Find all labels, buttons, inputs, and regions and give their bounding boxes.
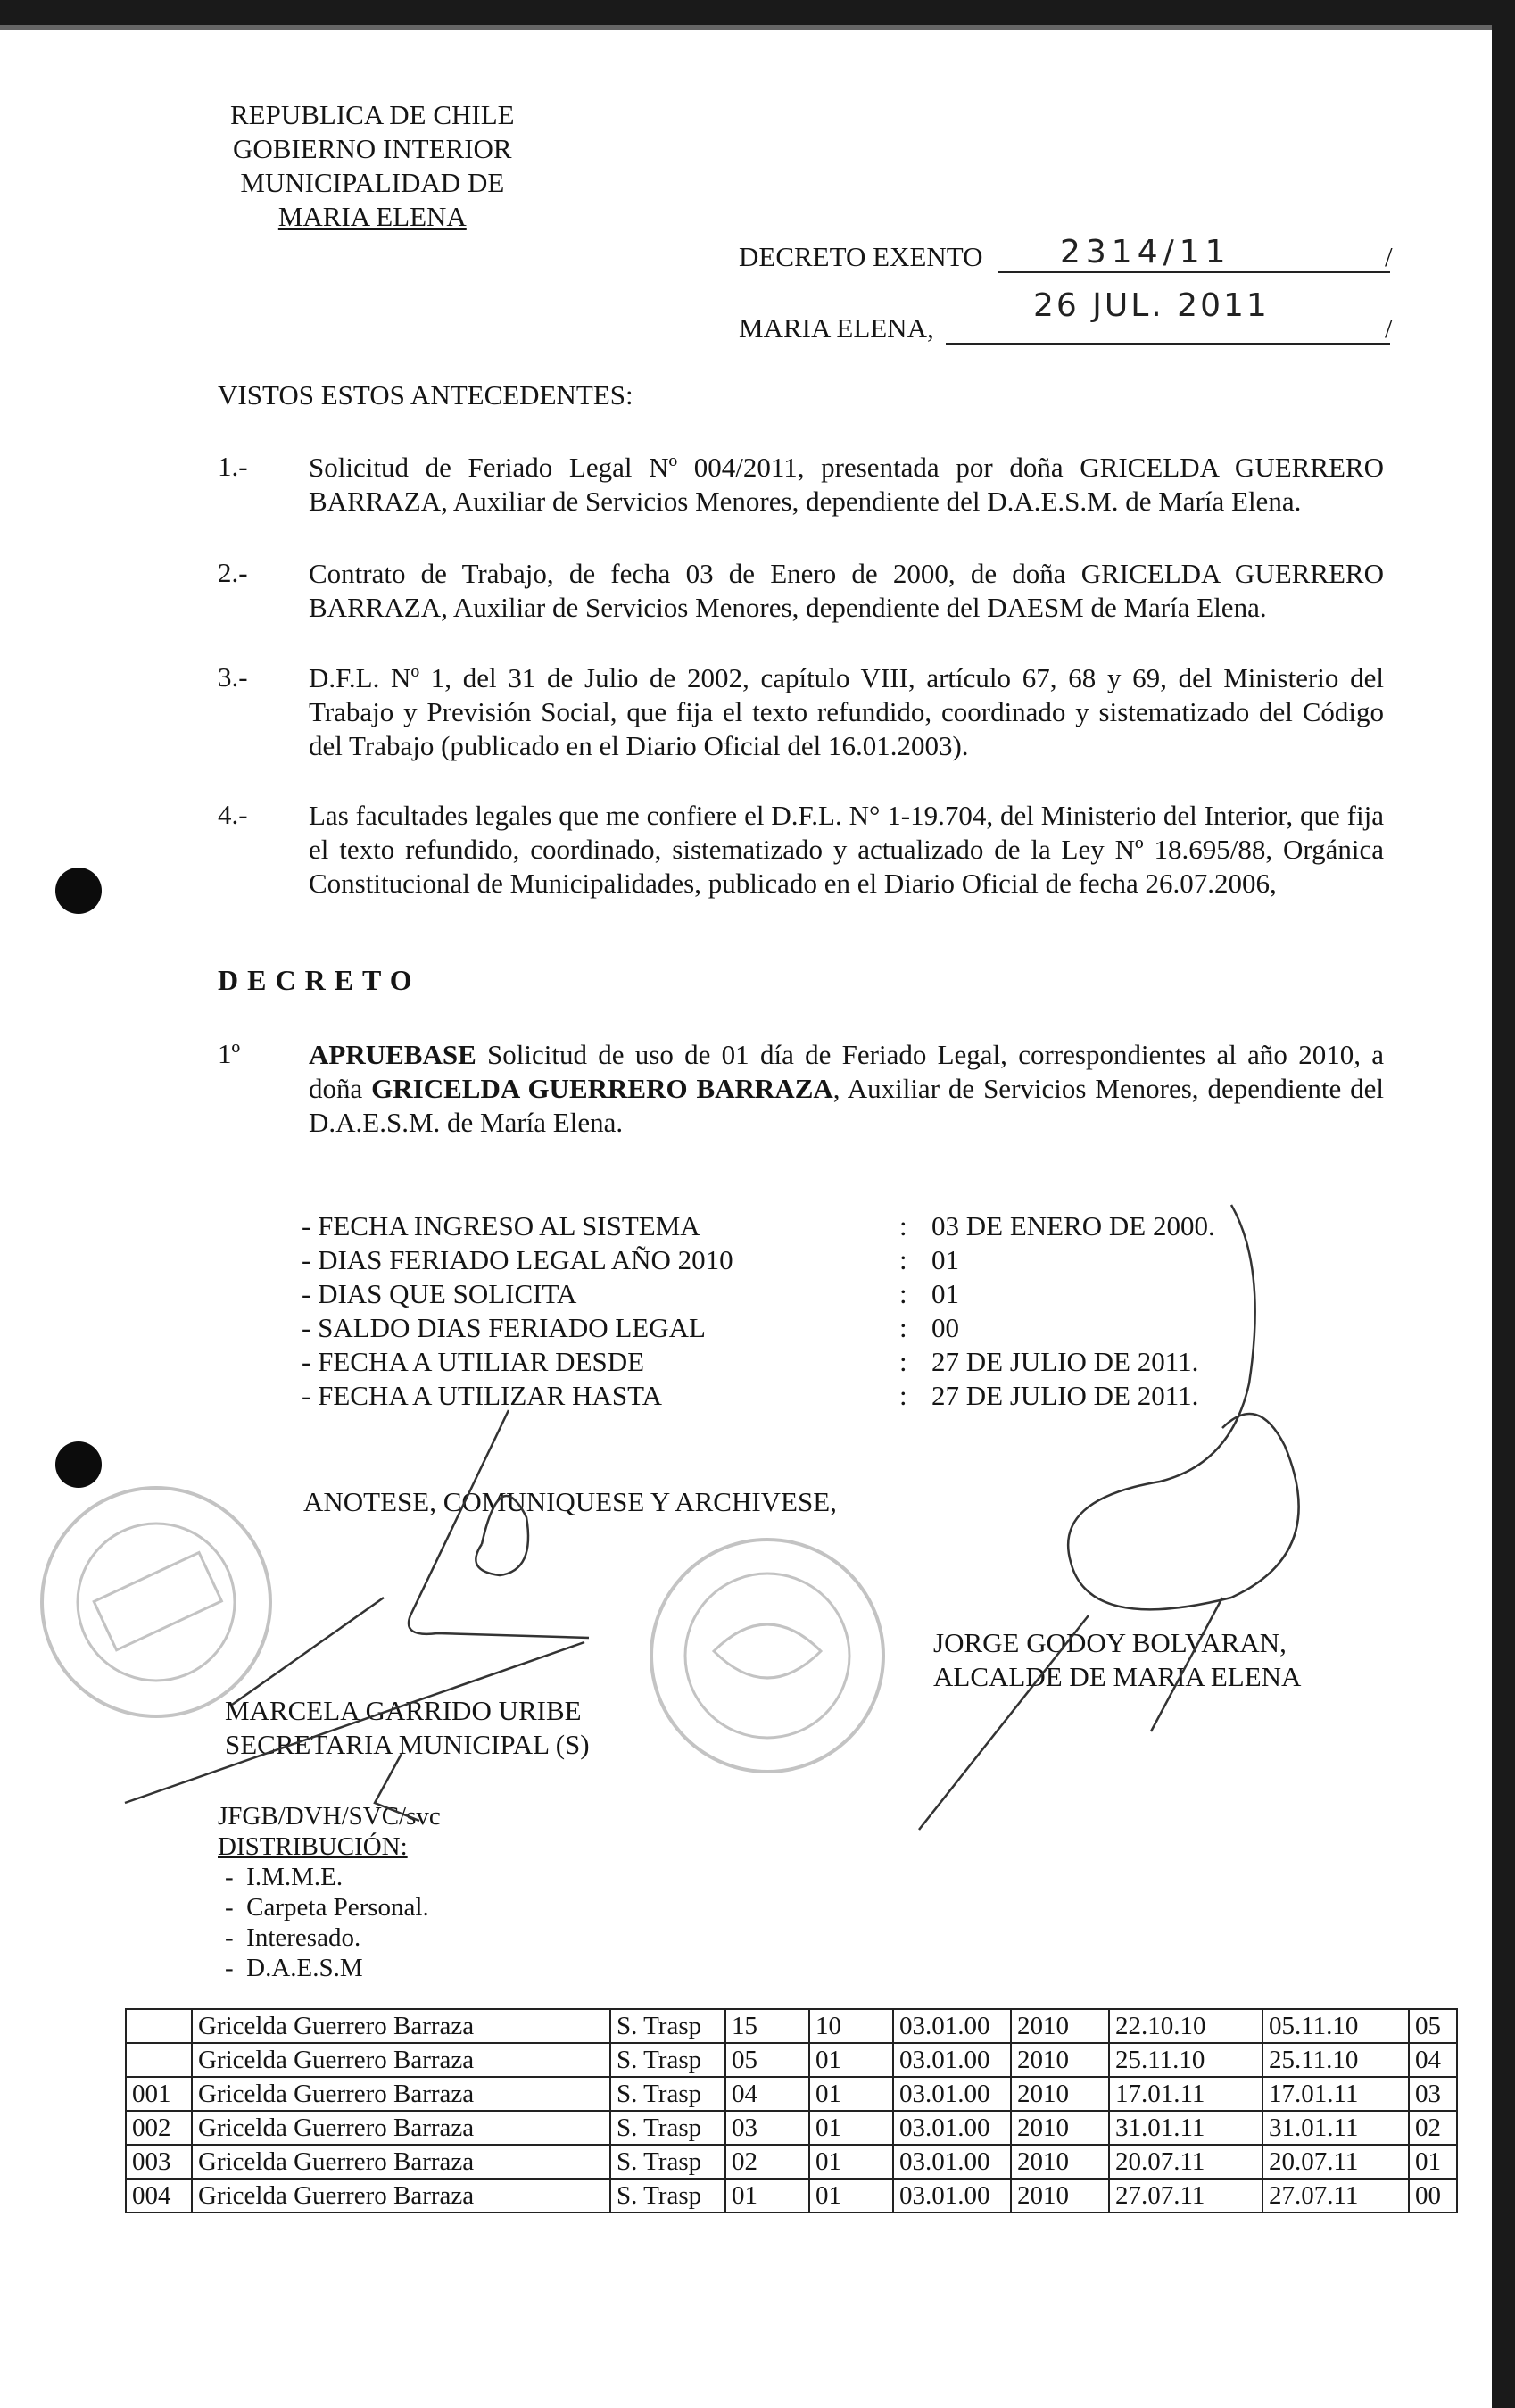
- detail-label: - DIAS FERIADO LEGAL AÑO 2010: [302, 1244, 733, 1275]
- distribution-item: - Carpeta Personal.: [225, 1892, 441, 1922]
- municipal-seal-center: [651, 1540, 883, 1772]
- letterhead-line-2: GOBIERNO INTERIOR: [233, 133, 512, 164]
- table-cell: S. Trasp: [610, 2179, 725, 2213]
- decree-date-stamp: 26 JUL. 2011: [1033, 287, 1270, 324]
- detail-value: 01: [931, 1244, 959, 1275]
- table-cell: 00: [1409, 2179, 1457, 2213]
- table-cell: 20.07.11: [1262, 2145, 1409, 2179]
- vistos-title: VISTOS ESTOS ANTECEDENTES:: [218, 379, 633, 411]
- table-cell: Gricelda Guerrero Barraza: [192, 2179, 610, 2213]
- table-cell: 03: [725, 2111, 809, 2145]
- decree-number-stamp: 2314/11: [1060, 234, 1231, 270]
- table-cell: 2010: [1011, 2179, 1109, 2213]
- table-cell: 01: [809, 2111, 893, 2145]
- table-cell: 01: [809, 2179, 893, 2213]
- table-cell: 15: [725, 2009, 809, 2043]
- visto-4-number: 4.-: [218, 799, 248, 830]
- table-cell: 2010: [1011, 2043, 1109, 2077]
- table-cell: 03.01.00: [893, 2111, 1011, 2145]
- decree-place-label: MARIA ELENA,: [739, 312, 934, 344]
- table-cell: S. Trasp: [610, 2077, 725, 2111]
- decree-label: DECRETO EXENTO: [739, 241, 983, 272]
- letterhead-line-1: REPUBLICA DE CHILE: [230, 99, 515, 130]
- table-cell: 003: [126, 2145, 192, 2179]
- table-cell: 05: [1409, 2009, 1457, 2043]
- table-cell: 05.11.10: [1262, 2009, 1409, 2043]
- table-cell: 2010: [1011, 2077, 1109, 2111]
- table-cell: 01: [809, 2145, 893, 2179]
- detail-label: - FECHA A UTILIZAR HASTA: [302, 1380, 662, 1411]
- table-cell: 004: [126, 2179, 192, 2213]
- closing-formula: ANOTESE, COMUNIQUESE Y ARCHIVESE,: [303, 1486, 837, 1517]
- table-cell: Gricelda Guerrero Barraza: [192, 2111, 610, 2145]
- table-cell: Gricelda Guerrero Barraza: [192, 2043, 610, 2077]
- decree-date-slash: /: [1385, 312, 1393, 344]
- table-cell: Gricelda Guerrero Barraza: [192, 2009, 610, 2043]
- visto-1-number: 1.-: [218, 451, 248, 482]
- table-cell: 10: [809, 2009, 893, 2043]
- secretary-title: SECRETARIA MUNICIPAL (S): [225, 1729, 590, 1760]
- table-cell: 04: [725, 2077, 809, 2111]
- table-cell: Gricelda Guerrero Barraza: [192, 2077, 610, 2111]
- table-cell: S. Trasp: [610, 2145, 725, 2179]
- resolution-verb: APRUEBASE: [309, 1039, 476, 1070]
- distribution-item: - Interesado.: [225, 1922, 441, 1953]
- table-cell: 25.11.10: [1262, 2043, 1409, 2077]
- table-cell: S. Trasp: [610, 2111, 725, 2145]
- table-cell: 02: [725, 2145, 809, 2179]
- table-cell: 2010: [1011, 2111, 1109, 2145]
- table-cell: 17.01.11: [1262, 2077, 1409, 2111]
- table-cell: 17.01.11: [1109, 2077, 1262, 2111]
- detail-label: - SALDO DIAS FERIADO LEGAL: [302, 1312, 706, 1343]
- detail-row: - SALDO DIAS FERIADO LEGAL : 00: [302, 1312, 959, 1343]
- detail-label: - DIAS QUE SOLICITA: [302, 1278, 577, 1309]
- distribution-title: DISTRIBUCIÓN:: [218, 1832, 408, 1861]
- table-cell: 27.07.11: [1109, 2179, 1262, 2213]
- table-cell: 01: [725, 2179, 809, 2213]
- visto-3-text: D.F.L. Nº 1, del 31 de Julio de 2002, capítulo VIII, artículo 67, 68 y 69, del Ministerio del Trabajo y Previsión Social, que fija el texto refundido, coordinado y sistematizado del Código del Trabajo (publicado en el Diario Oficial del 16.01.2003).: [309, 662, 1384, 761]
- visto-4-text: Las facultades legales que me confiere el D.F.L. N° 1-19.704, del Ministerio del Interior, que fija el texto refundido, coordinado, sistematizado y actualizado de la Ley Nº 18.695/88, Orgánica Constitucional de Municipalidades, publicado en el Diario Oficial de fecha 26.07.2006,: [309, 800, 1384, 899]
- table-cell: 04: [1409, 2043, 1457, 2077]
- table-cell: 01: [809, 2043, 893, 2077]
- distribution-item: - I.M.M.E.: [225, 1862, 441, 1892]
- detail-value: 00: [931, 1312, 959, 1343]
- secretary-name: MARCELA GARRIDO URIBE: [225, 1695, 582, 1726]
- table-cell: 02: [1409, 2111, 1457, 2145]
- visto-1-text: Solicitud de Feriado Legal Nº 004/2011, presentada por doña GRICELDA GUERRERO BARRAZA, Auxiliar de Servicios Menores, dependiente del D.A.E.S.M. de María Elena.: [309, 452, 1384, 517]
- table-cell: 03: [1409, 2077, 1457, 2111]
- table-cell: Gricelda Guerrero Barraza: [192, 2145, 610, 2179]
- decreto-title: DECRETO: [218, 964, 421, 996]
- table-cell: 03.01.00: [893, 2179, 1011, 2213]
- table-cell: 31.01.11: [1109, 2111, 1262, 2145]
- table-cell: 03.01.00: [893, 2043, 1011, 2077]
- table-cell: 03.01.00: [893, 2145, 1011, 2179]
- table-cell: 002: [126, 2111, 192, 2145]
- detail-row: - DIAS QUE SOLICITA : 01: [302, 1278, 959, 1309]
- detail-label: - FECHA A UTILIAR DESDE: [302, 1346, 645, 1377]
- visto-2-text: Contrato de Trabajo, de fecha 03 de Enero de 2000, de doña GRICELDA GUERRERO BARRAZA, Auxiliar de Servicios Menores, dependiente del DAESM de María Elena.: [309, 558, 1384, 623]
- secretary-signature: [125, 1410, 589, 1821]
- distribution-item: - D.A.E.S.M: [225, 1953, 441, 1983]
- mayor-signature: [919, 1205, 1302, 1830]
- table-cell: 2010: [1011, 2009, 1109, 2043]
- table-cell: 03.01.00: [893, 2009, 1011, 2043]
- resolution-text-part-1: Solicitud de uso de 01 día de Feriado Legal, correspondientes al año 2010, a doña: [309, 1039, 1384, 1104]
- detail-value: 03 DE ENERO DE 2000.: [931, 1210, 1215, 1241]
- resolution-employee-name: GRICELDA GUERRERO BARRAZA: [371, 1073, 833, 1104]
- letterhead-line-3: MUNICIPALIDAD DE: [240, 167, 505, 198]
- table-cell: 001: [126, 2077, 192, 2111]
- resolution-text-part-2: , Auxiliar de Servicios Menores, dependiente del D.A.E.S.M. de María Elena.: [309, 1073, 1384, 1138]
- mayor-name: JORGE GODOY BOLVARAN,: [933, 1627, 1287, 1658]
- visto-3-number: 3.-: [218, 661, 248, 693]
- letterhead-line-4: MARIA ELENA: [277, 201, 467, 232]
- detail-value: 01: [931, 1278, 959, 1309]
- detail-row: - FECHA INGRESO AL SISTEMA : 03 DE ENERO DE 2000.: [302, 1210, 1215, 1241]
- table-cell: 01: [1409, 2145, 1457, 2179]
- table-cell: 25.11.10: [1109, 2043, 1262, 2077]
- mayor-title: ALCALDE DE MARIA ELENA: [933, 1661, 1302, 1692]
- decree-number-slash: /: [1385, 241, 1393, 272]
- resolution-number: 1º: [218, 1038, 241, 1069]
- visto-2-number: 2.-: [218, 557, 248, 588]
- table-cell: 05: [725, 2043, 809, 2077]
- table-cell: 03.01.00: [893, 2077, 1011, 2111]
- detail-row: - FECHA A UTILIAR DESDE : 27 DE JULIO DE 2011.: [302, 1346, 1199, 1377]
- municipal-seal-left: [42, 1488, 270, 1716]
- table-cell: 01: [809, 2077, 893, 2111]
- detail-label: - FECHA INGRESO AL SISTEMA: [302, 1210, 700, 1241]
- table-cell: 27.07.11: [1262, 2179, 1409, 2213]
- table-cell: 20.07.11: [1109, 2145, 1262, 2179]
- detail-value: 27 DE JULIO DE 2011.: [931, 1380, 1199, 1411]
- table-cell: S. Trasp: [610, 2009, 725, 2043]
- detail-row: - DIAS FERIADO LEGAL AÑO 2010 : 01: [302, 1244, 959, 1275]
- initials: JFGB/DVH/SVC/svc: [218, 1802, 441, 1831]
- table-cell: 22.10.10: [1109, 2009, 1262, 2043]
- detail-row: - FECHA A UTILIZAR HASTA : 27 DE JULIO DE 2011.: [302, 1380, 1199, 1411]
- detail-value: 27 DE JULIO DE 2011.: [931, 1346, 1199, 1377]
- table-cell: 2010: [1011, 2145, 1109, 2179]
- table-cell: S. Trasp: [610, 2043, 725, 2077]
- table-cell: 31.01.11: [1262, 2111, 1409, 2145]
